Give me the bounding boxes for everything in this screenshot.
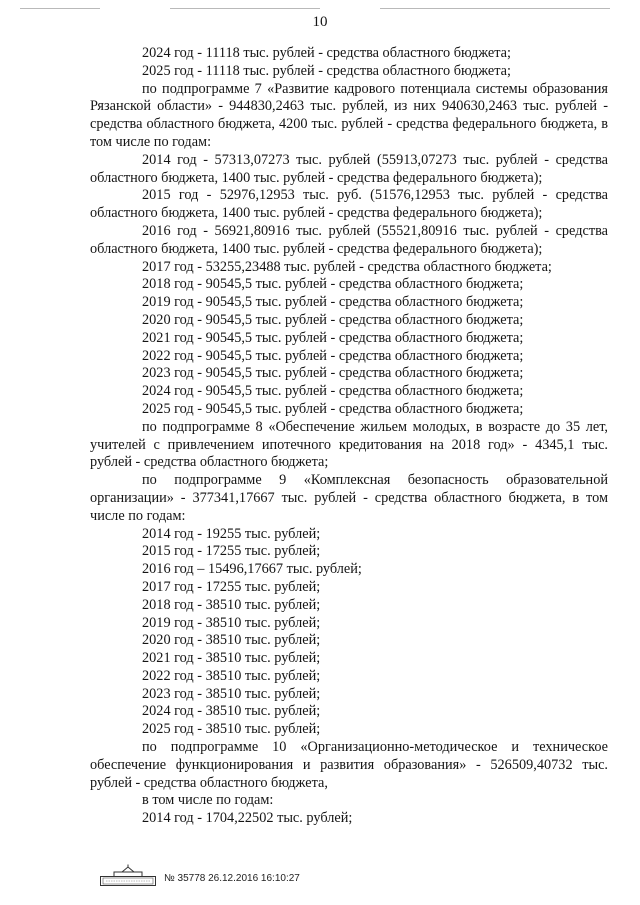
body-paragraph: 2016 год - 56921,80916 тыс. рублей (55521,80916 тыс. рублей - средства областного бюджета, 1400 тыс. рублей - средства федерального бюджета); [90, 222, 608, 257]
scan-artifact-line [380, 8, 610, 9]
year-line: 2015 год - 17255 тыс. рублей; [142, 543, 321, 560]
year-line: 2016 год – 15496,17667 тыс. рублей; [142, 561, 362, 578]
year-line: 2025 год - 38510 тыс. рублей; [142, 721, 321, 738]
year-line: 2020 год - 90545,5 тыс. рублей - средства областного бюджета; [142, 311, 524, 328]
year-line: 2022 год - 90545,5 тыс. рублей - средства областного бюджета; [142, 347, 524, 364]
year-line: 2018 год - 90545,5 тыс. рублей - средства областного бюджета; [142, 276, 524, 293]
document-footer [100, 864, 300, 886]
year-line: 2023 год - 90545,5 тыс. рублей - средства областного бюджета; [142, 365, 524, 382]
year-line: 2019 год - 38510 тыс. рублей; [142, 614, 321, 631]
body-paragraph: по подпрограмме 7 «Развитие кадрового потенциала системы образования Рязанской области» - 944830,2463 тыс. рублей, из них 940630,2463 тыс. рублей - средства областного бюджета, 4200 тыс. рублей - средства федерального бюджета, в том числе по годам: [90, 80, 608, 150]
body-paragraph: 2014 год - 57313,07273 тыс. рублей (55913,07273 тыс. рублей - средства областного бюджета, 1400 тыс. рублей - средства федерального бюджета); [90, 151, 608, 186]
scan-artifact-line [20, 8, 100, 9]
year-line: 2022 год - 38510 тыс. рублей; [142, 667, 321, 684]
year-line: 2017 год - 17255 тыс. рублей; [142, 578, 321, 595]
emblem-seal-icon [100, 864, 156, 886]
year-line: 2021 год - 38510 тыс. рублей; [142, 650, 321, 667]
year-line: 2014 год - 1704,22502 тыс. рублей; [142, 810, 353, 827]
body-paragraph: по подпрограмме 10 «Организационно-методическое и техническое обеспечение функционирования и развития образования» - 526509,40732 тыс. рублей - средства областного бюджета, [90, 739, 608, 791]
year-line: 2017 год - 53255,23488 тыс. рублей - средства областного бюджета; [142, 258, 552, 275]
year-line: 2023 год - 38510 тыс. рублей; [142, 685, 321, 702]
year-line: 2024 год - 11118 тыс. рублей - средства областного бюджета; [142, 45, 511, 61]
body-paragraph: по подпрограмме 8 «Обеспечение жильем молодых, в возрасте до 35 лет, учителей с привлечением ипотечного кредитования на 2018 год» - 4345,1 тыс. рублей - средства областного бюджета; [90, 418, 608, 471]
year-line: 2025 год - 90545,5 тыс. рублей - средства областного бюджета; [142, 400, 524, 417]
page-number: 10 [312, 14, 328, 30]
scan-artifact-line [170, 8, 320, 9]
year-line: 2021 год - 90545,5 тыс. рублей - средства областного бюджета; [142, 329, 524, 346]
year-line: в том числе по годам: [142, 792, 274, 809]
year-line: 2025 год - 11118 тыс. рублей - средства областного бюджета; [142, 62, 511, 79]
year-line: 2018 год - 38510 тыс. рублей; [142, 596, 321, 613]
year-line: 2020 год - 38510 тыс. рублей; [142, 632, 321, 649]
body-paragraph: по подпрограмме 9 «Комплексная безопасность образовательной организации» - 377341,17667 тыс. рублей - средства областного бюджета, в том числе по годам: [90, 472, 608, 524]
registration-stamp: № 35778 26.12.2016 16:10:27 [164, 873, 300, 884]
year-line: 2014 год - 19255 тыс. рублей; [142, 525, 321, 542]
year-line: 2019 год - 90545,5 тыс. рублей - средства областного бюджета; [142, 294, 524, 311]
year-line: 2024 год - 38510 тыс. рублей; [142, 703, 321, 720]
body-paragraph: 2015 год - 52976,12953 тыс. руб. (51576,12953 тыс. рублей - средства областного бюджета, 1400 тыс. рублей - средства федерального бюджета); [90, 187, 608, 222]
year-line: 2024 год - 90545,5 тыс. рублей - средства областного бюджета; [142, 383, 524, 400]
document-body [90, 45, 608, 828]
